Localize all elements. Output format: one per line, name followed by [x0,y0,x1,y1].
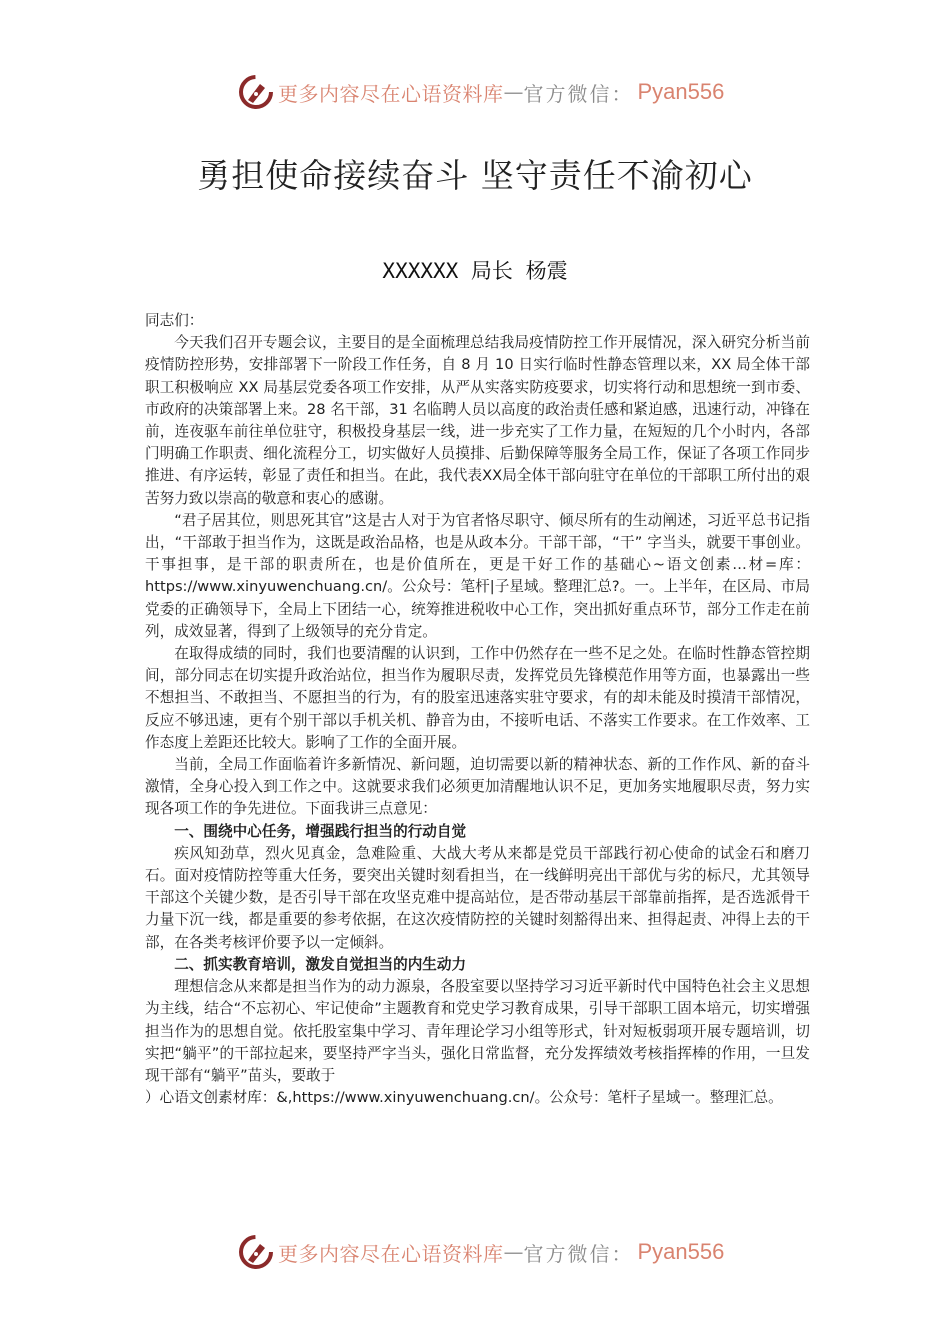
paragraph: “君子居其位，则思死其官”这是古人对于为官者恪尽职守、倾尽所有的生动阐述，习近平总书记指出，“干部敢于担当作为，这既是政治品格，也是从政本分。干部干部，“干” 字当头，就要干事创业。干事担事，是干部的职责所在，也是价值所在，更是干好工作的基础心~语文创素…材=库：https://www.xinyuwenchuang.cn/。公众号：笔杆|子星域。整理汇总?。一。上半年，在区局、市局党委的正确领导下，全局上下团结一心，统筹推进税收中心工作，突出抓好重点环节，部分工作走在前列，成效显著，得到了上级领导的充分肯定。 [145,511,810,640]
banner-wechat-label: 官方微信： [523,81,634,106]
banner-wechat-label: 官方微信： [523,1241,634,1266]
footer-banner [238,1232,725,1272]
document-author: XXXXXX 局长 杨震 [382,259,568,283]
paragraph: 当前，全局工作面临着许多新情况、新问题，迫切需要以新的精神状态、新的工作作风、新的奋斗激情，全身心投入到工作之中。这就要求我们必须更加清醒地认识不足，更加务实地履职尽责，努力实现各项工作的争先进位。下面我讲三点意见： [145,756,810,818]
section-heading: 二、抓实教育培训，激发自觉担当的内生动力 [174,955,467,973]
document-body [145,310,810,1109]
banner-main-text: 更多内容尽在心语资料库 [278,81,504,106]
document-title: 勇担使命接续奋斗 坚守责任不渝初心 [197,156,753,195]
banner-dash: — [503,1240,524,1264]
paragraph: 理想信念从来都是担当作为的动力源泉，各股室要以坚持学习习近平新时代中国特色社会主义思想为主线，结合“不忘初心、牢记使命”主题教育和党史学习教育成果，引导干部职工固本培元，切实增强担当作为的思想自觉。依托股室集中学习、青年理论学习小组等形式，针对短板弱项开展专题培训，切实把“躺平”的干部拉起来，要坚持严字当头，强化日常监督，充分发挥绩效考核指挥棒的作用，一旦发现干部有“躺平”苗头，要敢于 [145,978,810,1084]
header-banner [238,72,725,112]
paragraph: 疾风知劲草，烈火见真金，急难险重、大战大考从来都是党员干部践行初心使命的试金石和磨刀石。面对疫情防控等重大任务，要突出关键时刻看担当，在一线鲜明亮出干部优与劣的标尺，尤其领导干部这个关键少数，是否引导干部在攻坚克难中提高站位，是否带动基层干部靠前指挥，是否选派骨干力量下沉一线，都是重要的参考依据，在这次疫情防控的关键时刻豁得出来、担得起责、冲得上去的干部，在各类考核评价要予以一定倾斜。 [145,844,810,951]
banner-dash: — [503,80,524,104]
banner-wechat-id: Pyan556 [637,79,725,104]
pen-nib-logo-icon [238,74,274,110]
paragraph: 在取得成绩的同时，我们也要清醒的认识到，工作中仍然存在一些不足之处。在临时性静态管控期间，部分同志在切实提升政治站位，担当作为履职尽责，发挥党员先锋模范作用等方面，也暴露出一些不想担当、不敢担当、不愿担当的行为，有的股室迅速落实驻守要求，有的却未能及时摸清干部情况，反应不够迅速，更有个别干部以手机关机、静音为由，不接听电话、不落实工作要求。在工作效率、工作态度上差距还比较大。影响了工作的全面开展。 [145,645,810,751]
pen-nib-logo-icon [238,1234,274,1270]
paragraph: 今天我们召开专题会议，主要目的是全面梳理总结我局疫情防控工作开展情况，深入研究分析当前疫情防控形势，安排部署下一阶段工作任务，自 8 月 10 日实行临时性静态管理以来，XX 局全体干部职工积极响应 XX 局基层党委各项工作安排，从严从实落实防疫要求，切实将行动和思想统一到市委、市政府的决策部署上来。28 名干部，31 名临聘人员以高度的政治责任感和紧迫感，迅速行动，冲锋在前，连夜驱车前往单位驻守，积极投身基层一线，进一步充实了工作力量，在短短的几个小时内，各部门明确工作职责、细化流程分工，切实做好人员摸排、后勤保障等服务全局工作，保证了各项工作同步推进、有序运转，彰显了责任和担当。在此，我代表XX局全体干部向驻守在单位的干部职工所付出的艰苦努力致以崇高的敬意和衷心的感谢。 [145,334,810,507]
banner-main-text: 更多内容尽在心语资料库 [278,1241,504,1266]
banner-wechat-id: Pyan556 [637,1239,725,1264]
paragraph-trailing: ）心语文创素材库：&,https://www.xinyuwenchuang.cn/。公众号：笔杆子星域一。整理汇总。 [145,1089,783,1107]
salutation: 同志们： [145,312,204,329]
section-heading: 一、围绕中心任务，增强践行担当的行动自觉 [174,822,467,840]
